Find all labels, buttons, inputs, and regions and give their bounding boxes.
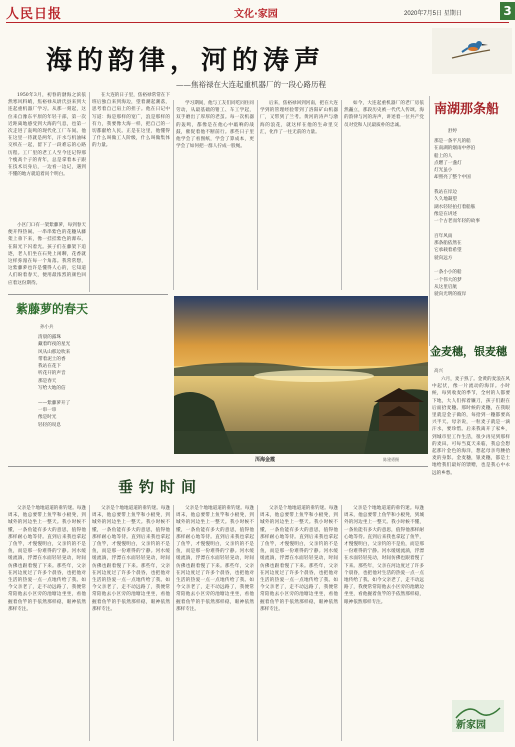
photo-caption: 洱海金霞 [255, 457, 276, 463]
nanhu-title: 南湖那条船 [434, 102, 500, 117]
purple-article-title: 紫藤萝的春天 [16, 302, 89, 316]
column-divider [341, 505, 342, 741]
jinmai-title: 金麦穗，银麦穗 [430, 345, 507, 358]
main-article-col-4: 后来，焦裕禄回到河南，把在大连学到的管理经验带到了洛阳矿山机器厂，又带到了兰考。黄河的涛声与渤海的浪花，就这样在他的生命里交汇，化作了一往无前的力量。 [260, 101, 338, 135]
chuiyao-title: 垂钓时间 [118, 478, 203, 496]
lake-landscape-photo [174, 296, 428, 454]
column-divider [173, 505, 174, 741]
column-divider [257, 505, 258, 741]
section-title: 文化·家园 [234, 9, 278, 20]
section-divider [8, 294, 168, 295]
newspaper-logo: 人民日报 [6, 7, 63, 22]
kingfisher-photo [432, 28, 512, 74]
photo-author: 陈建勇摄 [383, 457, 399, 462]
nanhu-poet: 舒婷 [448, 128, 457, 133]
column-divider [89, 92, 90, 292]
section-divider [8, 466, 428, 467]
purple-poem: 清晨的露珠 藏着昨夜的星光 风从山那边吹来 带着泥土的香 我站在花下 听花开的声音 那是春天 写给大地的信 ——紫藤萝开了 一串一串 像是时光 轻轻的叹息 [38, 335, 71, 428]
nanhu-poem: 那是一条平凡的船 在南湖的烟雨中停泊 船上的人 点燃了一盏灯 灯光虽小 却照亮了整个中国 我站在岸边 久久地凝望 湖水轻轻拍打着船舷 像是在讲述 一个古老而年轻的故事 百年风雨 那条船依然在 它承载着希望 驶向远方 一条小小的船 一个伟大的梦 从这里启航 驶向光明的彼岸 [434, 139, 480, 298]
chuiyao-col-1: 父亲是个地地道道的垂钓迷。每逢周末，他总要带上鱼竿和小板凳，到城外的河边坐上一整天。我小时候不懂，一条鱼能有多大的意思，值得他那样耐心地等待。直到后来我也拿起了鱼竿，才慢慢明白，父亲钓的不是鱼，而是那一份难得的宁静。河水缓缓流淌，浮漂在水面轻轻晃动，时间仿佛也跟着慢了下来。那些年，父亲在河边度过了许多个晨昏，也把他对生活的热爱一点一点地传给了我。如今父亲老了，走不动远路了，我便常常陪他去小区旁的池塘边坐坐，看他握着鱼竿的手依然那样稳，眼神依然那样专注。 [8, 506, 86, 612]
purple-poem-author: 孙小兵 [40, 324, 54, 329]
chuiyao-col-3: 父亲是个地地道道的垂钓迷。每逢周末，他总要带上鱼竿和小板凳，到城外的河边坐上一整天。我小时候不懂，一条鱼能有多大的意思，值得他那样耐心地等待。直到后来我也拿起了鱼竿，才慢慢明白，父亲钓的不是鱼，而是那一份难得的宁静。河水缓缓流淌，浮漂在水面轻轻晃动，时间仿佛也跟着慢了下来。那些年，父亲在河边度过了许多个晨昏，也把他对生活的热爱一点一点地传给了我。如今父亲老了，走不动远路了，我便常常陪他去小区旁的池塘边坐坐，看他握着鱼竿的手依然那样稳，眼神依然那样专注。 [176, 506, 254, 612]
masthead [6, 2, 512, 23]
main-article-subtitle: ——焦裕禄在大连起重机器厂的一段心路历程 [176, 80, 326, 89]
chuiyao-col-4: 父亲是个地地道道的垂钓迷。每逢周末，他总要带上鱼竿和小板凳，到城外的河边坐上一整天。我小时候不懂，一条鱼能有多大的意思，值得他那样耐心地等待。直到后来我也拿起了鱼竿，才慢慢明白，父亲钓的不是鱼，而是那一份难得的宁静。河水缓缓流淌，浮漂在水面轻轻晃动，时间仿佛也跟着慢了下来。那些年，父亲在河边度过了许多个晨昏，也把他对生活的热爱一点一点地传给了我。如今父亲老了，走不动远路了，我便常常陪他去小区旁的池塘边坐坐，看他握着鱼竿的手依然那样稳，眼神依然那样专注。 [260, 506, 338, 612]
chuiyao-col-5: 父亲是个地地道道的垂钓迷。每逢周末，他总要带上鱼竿和小板凳，到城外的河边坐上一整天。我小时候不懂，一条鱼能有多大的意思，值得他那样耐心地等待。直到后来我也拿起了鱼竿，才慢慢明白，父亲钓的不是鱼，而是那一份难得的宁静。河水缓缓流淌，浮漂在水面轻轻晃动，时间仿佛也跟着慢了下来。那些年，父亲在河边度过了许多个晨昏，也把他对生活的热爱一点一点地传给了我。如今父亲老了，走不动远路了，我便常常陪他去小区旁的池塘边坐坐，看他握着鱼竿的手依然那样稳，眼神依然那样专注。 [344, 506, 424, 605]
column-divider [89, 505, 90, 741]
main-article-col-1: 1950年3月，初春的渤海之滨依然寒风料峭，焦裕禄从尉氏县来到大连起重机器厂学习。从那一刻起，这位来自豫东平原的年轻干部，第一次近距离地感受到大海的气息，也第一次走进了轰鸣的现代化工厂车间。他在这里一待就是两年，汗水与机油味交织在一起，留下了一段难忘的心路历程。工厂里的老工人至今还记得那个瘦高个子的青年，总是拿着本子跟在技术员身后，一边看一边记，遇到不懂的地方就追着问个明白。 [8, 93, 86, 178]
column-divider [341, 100, 342, 290]
column-divider [173, 100, 174, 290]
chuiyao-col-2: 父亲是个地地道道的垂钓迷。每逢周末，他总要带上鱼竿和小板凳，到城外的河边坐上一整天。我小时候不懂，一条鱼能有多大的意思，值得他那样耐心地等待。直到后来我也拿起了鱼竿，才慢慢明白，父亲钓的不是鱼，而是那一份难得的宁静。河水缓缓流淌，浮漂在水面轻轻晃动，时间仿佛也跟着慢了下来。那些年，父亲在河边度过了许多个晨昏，也把他对生活的热爱一点一点地传给了我。如今父亲老了，走不动远路了，我便常常陪他去小区旁的池塘边坐坐，看他握着鱼竿的手依然那样稳，眼神依然那样专注。 [92, 506, 170, 612]
new-home-badge [448, 690, 508, 736]
issue-date: 2020年7月5日 星期日 [404, 11, 462, 17]
purple-article-lead: 小区门口有一架紫藤萝，每到春天便开得热闹。一串串紫色的花穗从藤架上垂下来，像一挂挂紫色的瀑布，在阳光下闪着光。孩子们在藤架下追逐，老人们坐在石凳上闲聊，花香就这样弥漫在每一个角落。我常常想，这紫藤萝也许是懂得人心的，它知道人们盼着春天，便用最浓烈的颜色回应着这份期待。 [8, 223, 86, 286]
main-article-col-5: 如今，大连起重机器厂的老厂房依然矗立，那段历史被一代代人传颂。海的韵律与河的涛声，讲述着一位共产党员对党和人民最质朴的忠诚。 [344, 101, 424, 128]
jinmai-author: 高兴 [434, 368, 443, 373]
page-number: 3 [500, 2, 515, 20]
jinmai-text: 六月，麦子熟了。金黄的麦浪在风中起伏，像一片流动的海洋。小时候，每到收麦的季节，全村的人都要下地，大人们挥着镰刀，孩子们跟在后面拾麦穗。那时候的麦穗，在我眼里就是金子做的，每拾到一穗都要高兴半天。母亲说，一粒麦子就是一滴汗水，要珍惜。后来我离开了家乡，到城市里工作生活，很少再见到那样的麦田。可每当夏天来临，我总会想起那片金色的海洋，想起母亲弯腰拾麦的身影。金麦穗，银麦穗，都是土地给我们最好的馈赠，也是我心中永远的乡愁。 [432, 377, 510, 476]
main-article-col-2: 在大连的日子里，焦裕禄常常在下班后独自来到海边，望着潮起潮落，思考着自己肩上的担子。他在日记中写道：海是那样的宽广，浪是那样的有力，我要像大海一样，把自己的一切都献给人民。正是在这里，他懂得了什么叫做工人阶级，什么叫做集体的力量。 [92, 93, 170, 149]
badge-text: 新家园 [456, 720, 486, 731]
column-divider [429, 96, 430, 346]
column-divider [257, 100, 258, 290]
main-article-title: 海的韵律，河的涛声 [46, 46, 326, 76]
main-article-col-3: 学习期间，他与工友们同吃同住同劳动，从最基础的钳工、车工学起，双手磨出了厚厚的老茧。每一次机器的轰鸣，都像是在他心中敲响的战鼓，催促着他不断前行。那些日子里他学会了看图纸，学会了算成本，更学会了如何把一群人拧成一股绳。 [176, 101, 254, 150]
